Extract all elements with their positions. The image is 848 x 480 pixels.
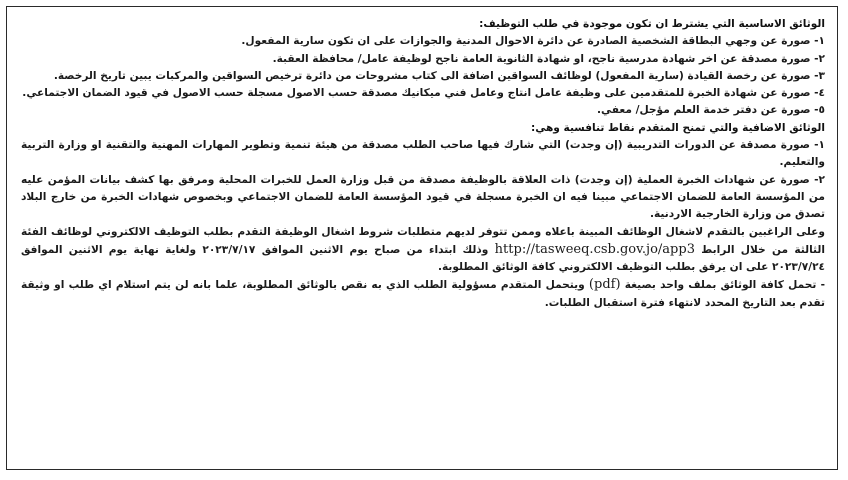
upload-format: (pdf) [588, 277, 621, 293]
application-paragraph [21, 224, 825, 277]
application-text-after-link: وذلك ابتداء من صباح يوم الاثنين الموافق ٢٠٢٣/٧/١٧ ولغاية نهاية يوم الاثنين الموافق ٢٠٢٣/٧/٢٤ على ان يرفق بطلب التوظيف الالكتروني كافة الوثائق المطلوبة. [21, 243, 825, 274]
required-item-3: ٣- صورة عن رخصة القيادة (سارية المفعول) لوظائف السواقين اضافة الى كتاب مشروحات من دائرة ترخيص السواقين والمركبات يبين تاريخ الرخصة. [53, 69, 825, 82]
additional-item-2: ٢- صورة عن شهادات الخبرة العملية (إن وجدت) ذات العلاقة بالوظيفة مصدقة من قبل وزارة العمل للخبرات المحلية ومرفق بها كشف بيانات المؤمن عليه من المؤسسة العامة للضمان الاجتماعي مبينا فيه ان الخبرة مسجلة في قيود المؤسسة العامة للضمان الاجتماعي وبخصوص شهادات الخبرة من خارج البلاد تصدق من وزارة الخارجية الاردنية. [21, 173, 825, 221]
application-link: http://tasweeq.csb.gov.jo/app3 [494, 241, 695, 257]
upload-text-after: ويتحمل المتقدم مسؤولية الطلب الذي به نقص بالوثائق المطلوبة، علما بانه لن يتم استلام اي طلب او وثيقة تقدم بعد التاريخ المحدد لانتهاء فترة استقبال الطلبات. [21, 279, 825, 309]
upload-paragraph [21, 276, 825, 312]
required-item-5: ٥- صورة عن دفتر خدمة العلم مؤجل/ معفي. [597, 104, 825, 117]
required-item-2: ٢- صورة مصدقة عن اخر شهادة مدرسية ناجح، او شهادة الثانوية العامة ناجح لوظيفة عامل/ محافظة العقبة. [272, 52, 825, 65]
required-documents-heading: الوثائق الاساسية التي يشترط ان تكون موجودة في طلب التوظيف: [479, 18, 825, 30]
application-text-before-link: وعلى الراغبين بالتقدم لاشغال الوظائف المبينة باعلاه وممن تتوفر لديهم متطلبات شروط اشغال الوظيفة التقدم بطلب التوظيف الالكتروني لوظائف الفئة الثالثة من خلال الرابط [21, 225, 825, 256]
additional-documents-heading: الوثائق الاضافية والتي تمنح المتقدم نقاط تنافسية وهي: [530, 121, 825, 134]
upload-text-before: - تحمل كافة الوثائق بملف واحد بصيغة [624, 279, 825, 292]
required-item-4: ٤- صورة عن شهادة الخبرة للمتقدمين على وظيفة عامل انتاج وعامل فني ميكانيك مصدقة حسب الاصول مسجلة حسب الاصول في قيود الضمان الاجتماعي. [22, 87, 825, 100]
document-frame [6, 6, 838, 470]
required-item-1: ١- صورة عن وجهي البطاقة الشخصية الصادرة عن دائرة الاحوال المدنية والجوازات على ان تكون سارية المفعول. [241, 35, 825, 48]
additional-item-1: ١- صورة مصدقة عن الدورات التدريبية (إن وجدت) التي شارك فيها صاحب الطلب مصدقة من هيئة تنمية وتطوير المهارات المهنية والتقنية او وزارة التربية والتعليم. [21, 139, 825, 169]
